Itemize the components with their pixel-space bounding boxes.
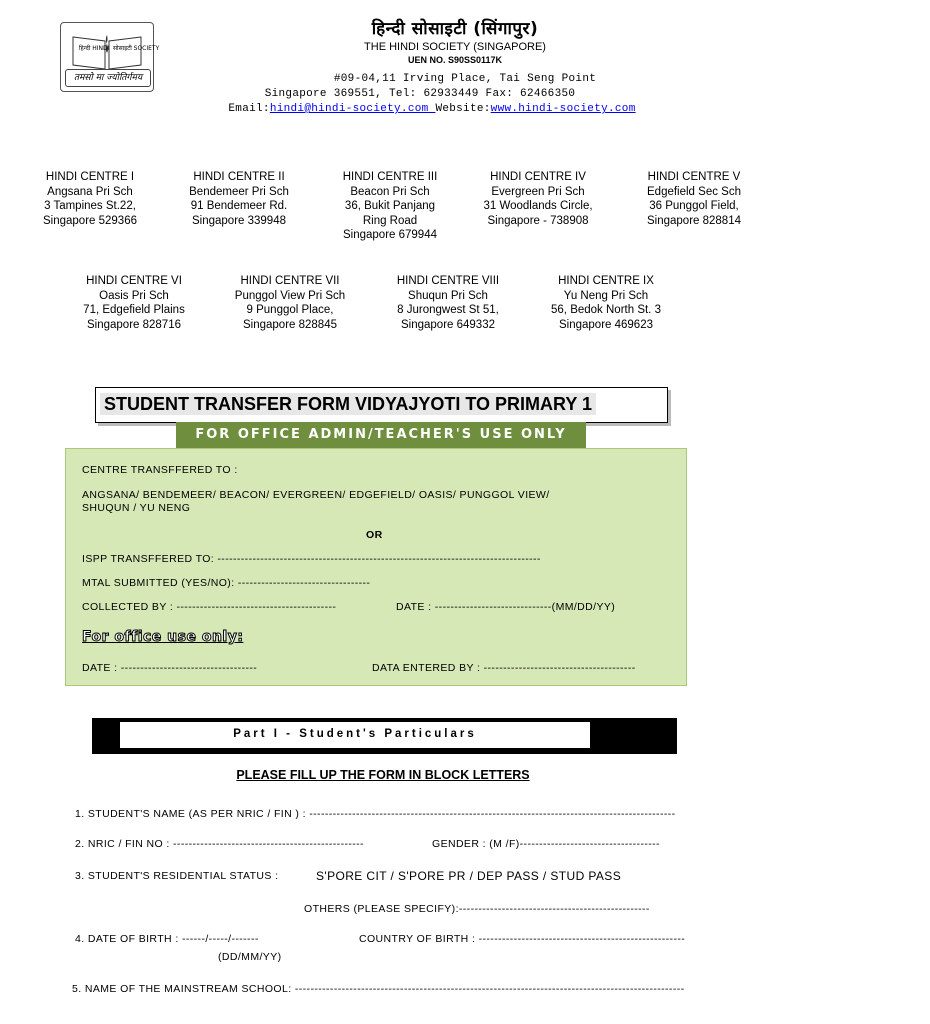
centre-address-line: 91 Bendemeer Rd.: [190, 200, 288, 212]
email-link[interactable]: hindi@hindi-society.com: [269, 103, 436, 115]
centre-name: HINDI CENTRE VIII: [396, 275, 500, 287]
centre-address-line: Bendemeer Pri Sch: [189, 185, 289, 198]
society-title-hindi: हिन्दी सोसाइटी (सिंगापुर): [371, 19, 539, 39]
office-use-heading: For office use only:: [82, 629, 244, 645]
centre-name: HINDI CENTRE IX: [558, 275, 654, 287]
website-link[interactable]: www.hindi-society.com: [490, 103, 636, 115]
mtal-submitted-field[interactable]: MTAL SUBMITTED (YES/NO): ----------------------------------: [82, 577, 371, 589]
dob-format-hint: (DD/MM/YY): [218, 951, 282, 963]
centre-address-line: 71, Edgefield Plains: [83, 304, 185, 316]
centre-address-line: Edgefield Sec Sch: [647, 185, 741, 198]
date-of-birth-field[interactable]: 4. DATE OF BIRTH : ------/-----/-------: [75, 933, 259, 945]
centre-address-line: 36, Bukit Panjang: [344, 200, 436, 212]
centre-address-line: Singapore 828845: [243, 318, 337, 331]
form-title: STUDENT TRANSFER FORM VIDYAJYOTI TO PRIMARY 1: [100, 393, 596, 415]
nric-fin-field[interactable]: 2. NRIC / FIN NO : -------------------------------------------------: [75, 838, 364, 850]
centre-address-line: Ring Road: [362, 214, 418, 227]
centre-name: HINDI CENTRE I: [45, 171, 135, 183]
logo-motto: तमसो मा ज्योतिर्गमय: [65, 69, 151, 87]
office-use-panel: [65, 448, 687, 686]
centre-address-line: Singapore - 738908: [487, 214, 589, 227]
logo-right-text: सोसाइटी SOCIETY: [113, 45, 160, 52]
address-line-2: Singapore 369551, Tel: 62933449 Fax: 62466350: [264, 88, 576, 100]
hindi-centre-block: [448, 170, 628, 228]
centre-address-line: Singapore 679944: [343, 229, 437, 241]
centre-address-line: 56, Bedok North St. 3: [551, 304, 661, 316]
centre-name: HINDI CENTRE III: [342, 171, 438, 183]
hindi-centre-block: [200, 274, 380, 332]
hindi-centre-block: [604, 170, 784, 228]
society-title-english: THE HINDI SOCIETY (SINGAPORE): [364, 41, 546, 53]
block-letters-note: PLEASE FILL UP THE FORM IN BLOCK LETTERS: [236, 768, 530, 782]
centre-address-line: 36 Punggol Field,: [649, 200, 739, 212]
centre-address-line: Shuqun Pri Sch: [408, 289, 488, 302]
hindi-centre-block: [358, 274, 538, 332]
others-specify-field[interactable]: OTHERS (PLEASE SPECIFY):-------------------------------------------------: [304, 903, 650, 915]
residential-status-options[interactable]: S'PORE CIT / S'PORE PR / DEP PASS / STUD PASS: [316, 869, 622, 883]
centre-address-line: Singapore 649332: [401, 318, 495, 331]
ispp-transferred-field[interactable]: ISPP TRANSFFERED TO: -----------------------------------------------------------------------------------: [82, 553, 541, 565]
collected-date-field[interactable]: DATE : ------------------------------(MM/DD/YY): [396, 601, 616, 613]
centre-name: HINDI CENTRE II: [193, 171, 285, 183]
centre-address-line: 9 Punggol Place,: [246, 304, 334, 316]
uen-number: UEN NO. S90SS0117K: [407, 55, 503, 65]
centre-address-line: 8 Jurongwest St 51,: [397, 304, 499, 316]
or-divider: OR: [366, 529, 383, 541]
mainstream-school-field[interactable]: 5. NAME OF THE MAINSTREAM SCHOOL: ----------------------------------------------------------------------------------------------------: [72, 983, 685, 995]
centre-address-line: Oasis Pri Sch: [99, 289, 169, 302]
contact-line: [0, 103, 864, 115]
centre-name: HINDI CENTRE IV: [490, 171, 586, 183]
centre-address-line: Evergreen Pri Sch: [491, 185, 585, 198]
centre-address-line: Singapore 339948: [192, 214, 286, 227]
office-date-field[interactable]: DATE : -----------------------------------: [82, 662, 258, 674]
residential-status-label: 3. STUDENT'S RESIDENTIAL STATUS :: [75, 870, 279, 882]
country-of-birth-field[interactable]: COUNTRY OF BIRTH : -----------------------------------------------------: [359, 933, 686, 945]
address-line-1: #09-04,11 Irving Place, Tai Seng Point: [333, 73, 597, 85]
centre-address-line: Singapore 529366: [43, 214, 137, 227]
data-entered-by-field[interactable]: DATA ENTERED BY : ---------------------------------------: [372, 662, 636, 674]
centre-address-line: Angsana Pri Sch: [47, 185, 133, 198]
centre-address-line: Singapore 828716: [87, 318, 181, 331]
centre-address-line: Beacon Pri Sch: [350, 185, 430, 198]
centre-name: HINDI CENTRE VI: [86, 275, 182, 287]
centre-address-line: Punggol View Pri Sch: [234, 289, 346, 302]
centres-options-line-1: ANGSANA/ BENDEMEER/ BEACON/ EVERGREEN/ EDGEFIELD/ OASIS/ PUNGGOL VIEW/: [82, 489, 550, 501]
centre-address-line: 31 Woodlands Circle,: [483, 200, 593, 212]
centres-options-line-2: SHUQUN / YU NENG: [82, 502, 191, 514]
student-name-field[interactable]: 1. STUDENT'S NAME (AS PER NRIC / FIN ) : ----------------------------------------------------------------------------------------------: [75, 808, 676, 820]
gender-field[interactable]: GENDER : (M /F)------------------------------------: [432, 838, 660, 850]
website-label: Website:: [435, 103, 491, 115]
hindi-centre-block: [44, 274, 224, 332]
centre-address-line: Singapore 469623: [559, 318, 653, 331]
centre-name: HINDI CENTRE V: [647, 171, 741, 183]
centre-address-line: Yu Neng Pri Sch: [563, 289, 649, 302]
email-label: Email:: [228, 103, 270, 115]
office-admin-tab: FOR OFFICE ADMIN/TEACHER'S USE ONLY: [176, 422, 586, 448]
collected-by-field[interactable]: COLLECTED BY : -----------------------------------------: [82, 601, 337, 613]
hindi-centre-block: [516, 274, 696, 332]
centre-name: HINDI CENTRE VII: [240, 275, 340, 287]
centre-address-line: Singapore 828814: [647, 214, 741, 227]
logo-left-text: हिन्दी HINDI: [79, 45, 110, 52]
centre-address-line: 3 Tampines St.22,: [44, 200, 136, 212]
centre-transferred-label: CENTRE TRANSFFERED TO :: [82, 464, 238, 476]
part1-header-label: Part I - Student's Particulars: [120, 722, 590, 748]
